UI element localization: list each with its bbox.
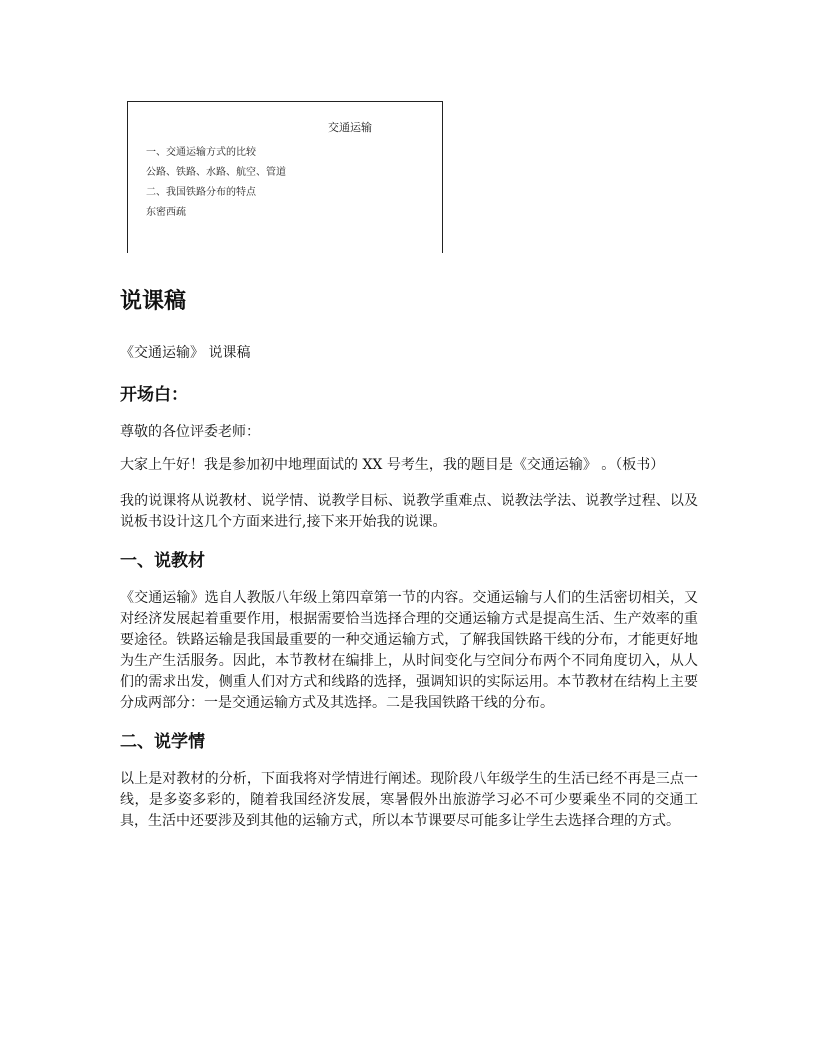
intro-paragraph: 大家上午好！我是参加初中地理面试的 XX 号考生，我的题目是《交通运输》 。（板书） xyxy=(120,456,665,473)
section-paragraph-students: 以上是对教材的分析，下面我将对学情进行阐述。现阶段八年级学生的生活已经不再是三点一线，是多姿多彩的，随着我国经济发展，寒暑假外出旅游学习必不可少要乘坐不同的交通工具，生活中还要涉及到其他的运输方式，所以本节课要尽可能多让学生去选择合理的方式。 xyxy=(120,770,698,829)
document-title: 说课稿 xyxy=(120,289,187,314)
blackboard-sketch xyxy=(127,101,443,253)
document-body xyxy=(120,288,698,847)
board-line: 东密西疏 xyxy=(146,207,186,218)
board-line: 二、我国铁路分布的特点 xyxy=(146,187,256,198)
board-line: 一、交通运输方式的比较 xyxy=(146,147,256,158)
board-line: 公路、铁路、水路、航空、管道 xyxy=(146,167,286,178)
opening-heading: 开场白： xyxy=(120,384,188,405)
section-heading-students: 二、说学情 xyxy=(120,731,205,752)
board-title: 交通运输 xyxy=(328,121,372,134)
section-paragraph-textbook: 《交通运输》选自人教版八年级上第四章第一节的内容。交通运输与人们的生活密切相关，又对经济发展起着重要作用，根据需要恰当选择合理的交通运输方式是提高生活、生产效率的重要途径。铁路运输是我国最重要的一种交通运输方式，了解我国铁路干线的分布，才能更好地为生产生活服务。因此，本节教材在编排上，从时间变化与空间分布两个不同角度切入，从人们的需求出发，侧重人们对方式和线路的选择，强调知识的实际运用。本节教材在结构上主要分成两部分：一是交通运输方式及其选择。二是我国铁路干线的分布。 xyxy=(120,589,698,711)
outline-paragraph: 我的说课将从说教材、说学情、说教学目标、说教学重难点、说教法学法、说教学过程、以及说板书设计这几个方面来进行,接下来开始我的说课。 xyxy=(120,492,698,530)
section-heading-textbook: 一、说教材 xyxy=(120,550,205,571)
document-subtitle: 《交通运输》 说课稿 xyxy=(120,344,251,361)
greeting-paragraph: 尊敬的各位评委老师： xyxy=(120,423,260,440)
